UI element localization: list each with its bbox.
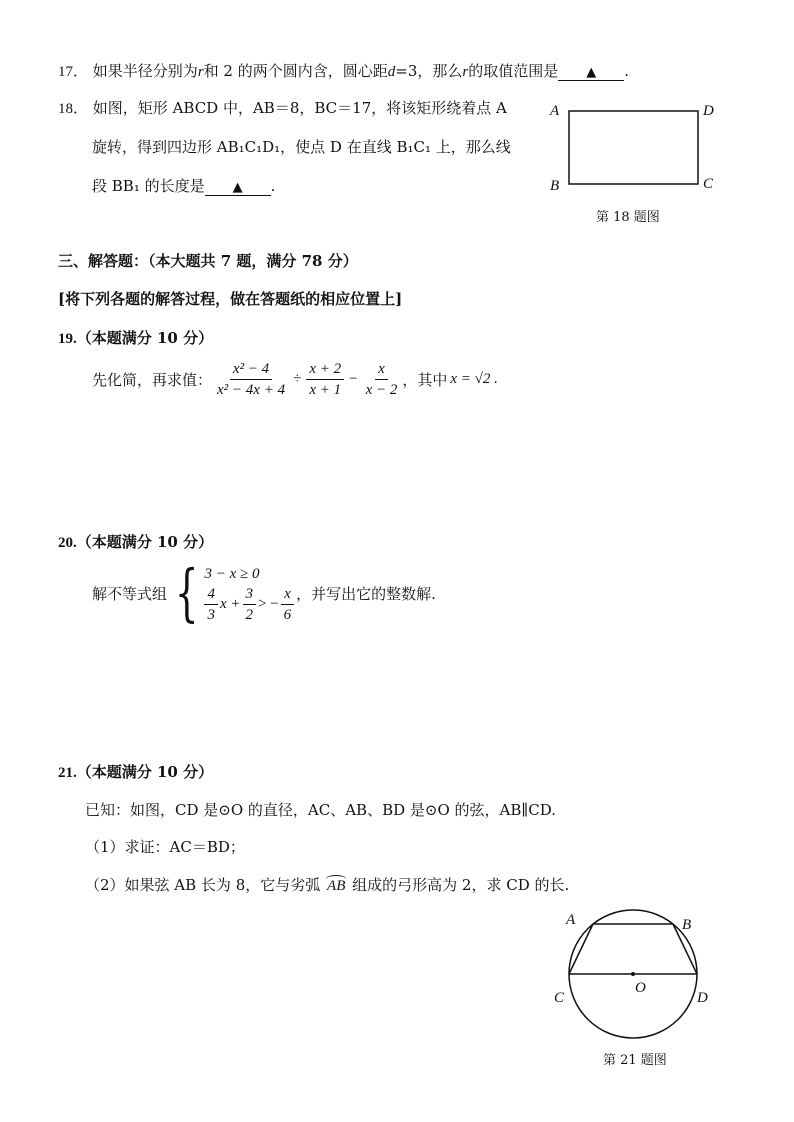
q18-end: . — [270, 177, 276, 195]
q17-line — [58, 60, 629, 81]
label-a: A — [566, 912, 576, 928]
q19-fraction-2 — [306, 360, 344, 399]
q18-text-line3: 段 BB₁ 的长度是 — [92, 177, 205, 195]
q20-r2-mid: x + — [219, 595, 241, 612]
q20-expression — [92, 556, 436, 629]
q21-number: 21. — [58, 765, 77, 781]
label-o: O — [635, 980, 646, 996]
q17-text-c: =3，那么 — [395, 62, 463, 80]
q19-f3-denominator: x − 2 — [365, 382, 398, 398]
q20-r2-f2-num: 3 — [243, 585, 257, 605]
center-dot — [631, 972, 635, 976]
q19-expression — [92, 360, 498, 399]
label-b: B — [550, 178, 560, 194]
q21-part-2-text-b: 组成的弓形高为 2，求 CD 的长. — [352, 876, 570, 894]
q18-text-line1: 如图，矩形 ABCD 中，AB＝8，BC＝17，将该矩形绕着点 A — [92, 99, 507, 117]
q19-f2-numerator: x + 2 — [306, 360, 344, 380]
rectangle-abcd — [569, 111, 698, 184]
q17-var-r2: r — [462, 64, 469, 80]
label-c: C — [554, 990, 565, 1006]
q20-score: （本题满分 10 分） — [76, 533, 214, 551]
q20-r2-gt: > − — [258, 595, 279, 612]
q20-r2-fraction-3 — [281, 585, 295, 624]
q19-header — [58, 327, 213, 348]
q21-part-2-text-a: （2）如果弦 AB 长为 8，它与劣弧 — [85, 876, 321, 894]
q20-suffix: ，并写出它的整数解. — [296, 584, 436, 603]
q17-blank-marker: ▲ — [586, 65, 597, 80]
q19-value: x = √2 . — [450, 371, 498, 387]
q20-prompt: 解不等式组 — [92, 584, 168, 603]
section-3-title: 三、解答题：（本大题共 7 题，满分 78 分） — [58, 252, 358, 270]
q20-r2-f3-num: x — [281, 585, 294, 605]
q19-f1-denominator: x² − 4x + 4 — [217, 382, 286, 398]
q19-number: 19. — [58, 331, 77, 347]
q18-figure-caption: 第 18 题图 — [596, 210, 660, 225]
q20-row-2 — [204, 585, 296, 624]
q21-arc-ab — [325, 878, 347, 895]
q17-end: . — [624, 62, 630, 80]
q21-part-1: （1）求证：AC＝BD； — [85, 838, 245, 856]
q19-fraction-3 — [363, 360, 401, 399]
q20-r2-f2-den: 2 — [245, 606, 253, 623]
arc-mark — [326, 875, 346, 883]
section-3-instruction: [将下列各题的解答过程，做在答题纸的相应位置上] — [58, 290, 403, 308]
q18-number: 18． — [58, 101, 89, 117]
q17-text-a: 如果半径分别为 — [92, 62, 198, 80]
q20-header — [58, 531, 213, 552]
q20-r2-f3-den: 6 — [283, 606, 292, 623]
q20-brace: { — [174, 556, 199, 629]
q17-answer-blank[interactable] — [558, 64, 624, 81]
q19-prompt: 先化简，再求值： — [92, 371, 213, 389]
q21-figure-caption: 第 21 题图 — [603, 1053, 667, 1068]
q17-number: 17． — [58, 64, 89, 80]
q20-r2-fraction-1 — [204, 585, 218, 624]
q20-r2-f1-num: 4 — [204, 585, 218, 605]
q21-part-2 — [85, 874, 569, 895]
q18-line3 — [92, 175, 275, 196]
q21-figure — [548, 904, 724, 1048]
q20-r2-fraction-2 — [243, 585, 257, 624]
q18-blank-marker: ▲ — [232, 180, 243, 195]
q19-suffix: ，其中 — [402, 371, 448, 389]
q18-answer-blank[interactable] — [205, 179, 271, 196]
q19-score: （本题满分 10 分） — [76, 329, 214, 347]
q19-f1-numerator: x² − 4 — [230, 360, 272, 380]
q19-fraction-1 — [214, 360, 288, 399]
q21-score: （本题满分 10 分） — [76, 763, 214, 781]
q21-header — [58, 761, 213, 782]
q20-row-1: 3 − x ≥ 0 — [204, 565, 260, 582]
q20-rows — [204, 563, 296, 624]
q21-given: 已知：如图，CD 是⊙O 的直径，AC、AB、BD 是⊙O 的弦，AB∥CD. — [85, 801, 557, 819]
label-b: B — [682, 917, 692, 933]
chord-ac — [569, 924, 593, 974]
q17-var-r: r — [197, 64, 204, 80]
q20-number: 20. — [58, 535, 77, 551]
q19-minus: − — [349, 371, 358, 387]
q20-inequality-system — [167, 556, 296, 629]
label-d: D — [697, 990, 708, 1006]
q17-text-b: 和 2 的两个圆内含，圆心距 — [203, 62, 388, 80]
q20-r2-f1-den: 3 — [207, 606, 215, 623]
q19-divide: ÷ — [293, 371, 302, 387]
label-d: D — [703, 103, 714, 119]
q17-var-d: d — [387, 64, 396, 80]
label-c: C — [703, 176, 714, 192]
label-a: A — [550, 103, 560, 119]
q18-line2: 旋转，得到四边形 AB₁C₁D₁，使点 D 在直线 B₁C₁ 上，那么线 — [92, 138, 511, 156]
q19-f3-numerator: x — [375, 360, 388, 380]
q19-f2-denominator: x + 1 — [309, 382, 342, 398]
q17-text-d: 的取值范围是 — [468, 62, 559, 80]
q18-line1 — [58, 97, 507, 118]
q21-arc-label: AB — [327, 878, 346, 894]
